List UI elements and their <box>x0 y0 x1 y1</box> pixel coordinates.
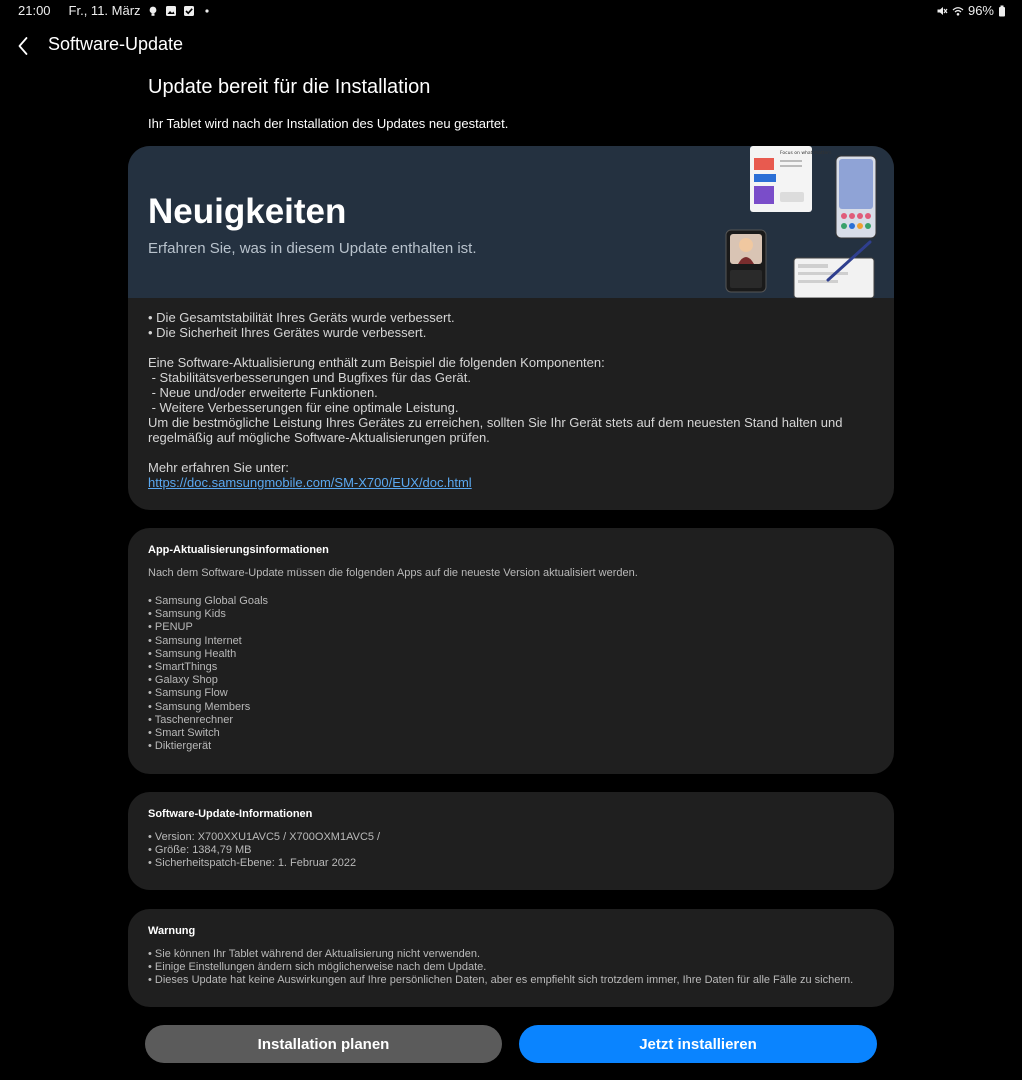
app-list <box>148 595 268 753</box>
app-update-card <box>128 528 894 774</box>
list-item: • Samsung Health <box>148 647 237 660</box>
status-bar-left <box>18 3 213 18</box>
list-item: • Samsung Flow <box>148 687 228 700</box>
status-time: 21:00 <box>18 3 51 18</box>
warning-title: Warnung <box>148 925 196 937</box>
list-item: • Galaxy Shop <box>148 674 218 687</box>
illustration-text: Focus on what matters <box>780 151 832 156</box>
list-item: • Sie können Ihr Tablet während der Aktualisierung nicht verwenden. <box>148 948 481 960</box>
news-paragraph-line: - Weitere Verbesserungen für eine optimale Leistung. <box>148 400 459 415</box>
devices-illustration <box>718 146 894 298</box>
schedule-install-button[interactable]: Installation planen <box>145 1025 502 1063</box>
status-bar-right <box>936 3 1006 18</box>
news-bullet: • Die Gesamtstabilität Ihres Geräts wurde verbessert. <box>148 310 455 325</box>
chevron-left-icon <box>10 32 38 60</box>
documentation-link[interactable]: https://doc.samsungmobile.com/SM-X700/EUX/doc.html <box>148 475 472 490</box>
news-paragraph-line: Um die bestmögliche Leistung Ihres Gerätes zu erreichen, sollten Sie Ihr Gerät stets auf dem neuesten Stand halten und <box>148 415 843 430</box>
news-banner <box>128 146 894 298</box>
battery-percent: 96% <box>967 3 994 18</box>
list-item: • Samsung Global Goals <box>148 595 269 607</box>
app-bar <box>0 28 1022 64</box>
news-card <box>128 146 894 510</box>
news-subtitle: Erfahren Sie, was in diesem Update enthalten ist. <box>148 240 477 257</box>
news-paragraph-line: - Stabilitätsverbesserungen und Bugfixes für das Gerät. <box>148 370 472 385</box>
news-body <box>148 310 870 490</box>
list-item: • Dieses Update hat keine Auswirkungen auf Ihre persönlichen Daten, aber es empfiehlt sich trotzdem immer, Ihre Daten für alle Fälle zu sichern. <box>148 974 854 987</box>
news-paragraph-line: - Neue und/oder erweiterte Funktionen. <box>148 385 378 400</box>
list-item: • Taschenrechner <box>148 713 233 726</box>
list-item: • Sicherheitspatch-Ebene: 1. Februar 2022 <box>148 857 357 870</box>
list-item: • Diktiergerät <box>148 740 212 753</box>
warning-card <box>128 909 894 1007</box>
update-info-title: Software-Update-Informationen <box>148 808 313 820</box>
list-item: • SmartThings <box>148 661 218 674</box>
restart-notice: Ihr Tablet wird nach der Installation des Updates neu gestartet. <box>148 116 509 131</box>
wifi-icon <box>952 5 964 17</box>
warning-list <box>148 948 853 988</box>
update-info-list <box>148 831 380 871</box>
page-title: Software-Update <box>48 34 184 54</box>
list-item: • Smart Switch <box>148 727 220 740</box>
app-update-description: Nach dem Software-Update müssen die folgenden Apps auf die neueste Version aktualisiert werden. <box>148 567 638 579</box>
more-info-label: Mehr erfahren Sie unter: <box>148 460 289 475</box>
mute-icon <box>936 5 948 17</box>
list-item: • PENUP <box>148 621 193 634</box>
status-date: Fr., 11. März <box>68 3 141 18</box>
install-now-button[interactable]: Jetzt installieren <box>519 1025 877 1063</box>
list-item: • Samsung Kids <box>148 608 226 621</box>
news-bullet: • Die Sicherheit Ihres Gerätes wurde verbessert. <box>148 325 427 340</box>
lightbulb-icon <box>147 5 159 17</box>
news-paragraph-line: Eine Software-Aktualisierung enthält zum Beispiel die folgenden Komponenten: <box>148 355 605 370</box>
update-ready-heading: Update bereit für die Installation <box>148 76 431 98</box>
more-notifications-dot-icon <box>201 5 213 17</box>
list-item: • Samsung Members <box>148 700 251 713</box>
update-info-card <box>128 792 894 890</box>
list-item: • Einige Einstellungen ändern sich möglicherweise nach dem Update. <box>148 961 487 974</box>
list-item: • Version: X700XXU1AVC5 / X700OXM1AVC5 / <box>148 831 381 843</box>
battery-icon <box>998 5 1006 17</box>
news-paragraph-line: regelmäßig auf mögliche Software-Aktualisierungen prüfen. <box>148 430 490 445</box>
gallery-icon <box>165 5 177 17</box>
app-update-title: App-Aktualisierungsinformationen <box>148 544 329 556</box>
status-bar <box>0 0 1022 22</box>
back-button[interactable] <box>10 32 38 60</box>
checkbox-icon <box>183 5 195 17</box>
list-item: • Größe: 1384,79 MB <box>148 844 252 857</box>
news-title: Neuigkeiten <box>148 192 347 231</box>
list-item: • Samsung Internet <box>148 634 242 647</box>
